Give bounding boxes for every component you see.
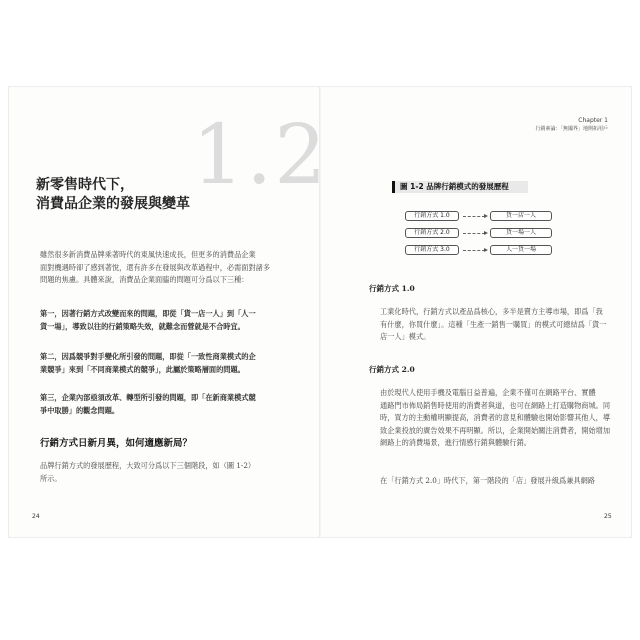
figure-model-box: 貨一店一人	[490, 211, 552, 221]
marketing-1-paragraph	[380, 306, 606, 344]
figure-arrow	[463, 216, 485, 217]
figure-stage-box: 行銷方式 2.0	[405, 228, 459, 238]
intro-paragraph	[40, 249, 270, 287]
text-line: 第一，因著行銷方式改變而來的問題，即從「貨一店一人」到「人一	[40, 309, 256, 318]
text-line: 時，買方的主動權明顯提高，消費者的意見和體驗也開始影響其他人，導	[380, 413, 611, 422]
page-number-right: 25	[604, 513, 612, 520]
page-number-left: 24	[32, 513, 40, 520]
section-title	[36, 176, 190, 214]
text-line: 工業化時代，行銷方式以產品爲核心，多半是賣方主導市場，即爲「我	[380, 307, 603, 316]
heading-marketing-1: 行銷方式 1.0	[369, 284, 415, 293]
figure-title: 圖 1-2 品牌行銷模式的發展歷程	[392, 181, 528, 193]
chapter-subtitle: 行銷素論：「無國界」地開拓用戶	[535, 126, 608, 132]
section-title-line: 消費品企業的發展與變革	[36, 196, 190, 212]
marketing-2-continued-paragraph	[380, 475, 595, 488]
subheading: 行銷方式日新月異，如何適應新局？	[40, 438, 193, 449]
text-line: 貨一場」，導致以往的行銷策略失效，就難念而營就是不合時宜。	[40, 321, 245, 331]
text-line: 由於現代人使用手機及電腦日益普遍，企業不僅可在網路平台、實體	[380, 388, 596, 397]
section-number: 1.2	[192, 108, 329, 203]
text-line: 問題的焦慮。具體來說，消費品企業面臨的問題可分爲以下三種：	[40, 275, 249, 284]
text-line: 第二，因爲競爭對手變化所引發的問題，即從「一致性商業模式的企	[40, 352, 256, 361]
figure-arrow	[463, 233, 485, 234]
text-line: 所示。	[40, 473, 62, 483]
figure-model-box: 人一貨一場	[490, 245, 552, 255]
text-line: 致企業投放的廣告效果不再明顯。所以，企業開始關注消費者，開始增加	[380, 425, 611, 435]
marketing-2-paragraph	[380, 387, 610, 450]
point-two-paragraph	[40, 351, 256, 376]
figure-intro-paragraph	[40, 460, 255, 485]
text-line: 第三，企業內部亟須改革、轉型所引發的問題，即「在新商業模式競	[40, 393, 256, 402]
text-line: 店一人」模式。	[380, 332, 431, 341]
heading-marketing-2: 行銷方式 2.0	[369, 365, 415, 374]
text-line: 有什麼，你買什麼」。這種「生產一銷售一購買」的模式可總結爲「貨一	[380, 319, 607, 329]
text-line: 雖然很多新消費品牌乘著時代的東風快速成長，但更多的消費品企業	[40, 250, 256, 259]
text-line: 品牌行銷方式的發展歷程，大致可分爲以下三個階段，如（圖 1-2）	[40, 461, 256, 470]
point-one-paragraph	[40, 308, 256, 333]
figure-model-box: 貨一場一人	[490, 228, 552, 238]
text-line: 網路上的消費場景，進行情感行銷與體驗行銷。	[380, 438, 531, 447]
section-title-line: 新零售時代下，	[36, 177, 134, 193]
text-line: 在「行銷方式 2.0」時代下，第一階段的「店」發展升級爲兼具網路	[380, 476, 595, 485]
chapter-label: Chapter 1	[578, 117, 608, 124]
text-line: 通路門市佈局銷售時使用的消費者與道，也可在網路上打造購物商城。同	[380, 400, 611, 410]
text-line: 業競爭」來到「不同商業模式的競爭」，此屬於策略層面的問題。	[40, 364, 245, 374]
figure-arrow	[463, 250, 485, 251]
figure-stage-box: 行銷方式 3.0	[405, 245, 459, 255]
point-three-paragraph	[40, 392, 256, 417]
text-line: 爭中取勝」的觀念問題。	[40, 405, 120, 415]
figure-stage-box: 行銷方式 1.0	[405, 211, 459, 221]
text-line: 面對機遇時卻了感到著悅，還有許多在發展與改革過程中，必需面對諸多	[40, 262, 271, 272]
